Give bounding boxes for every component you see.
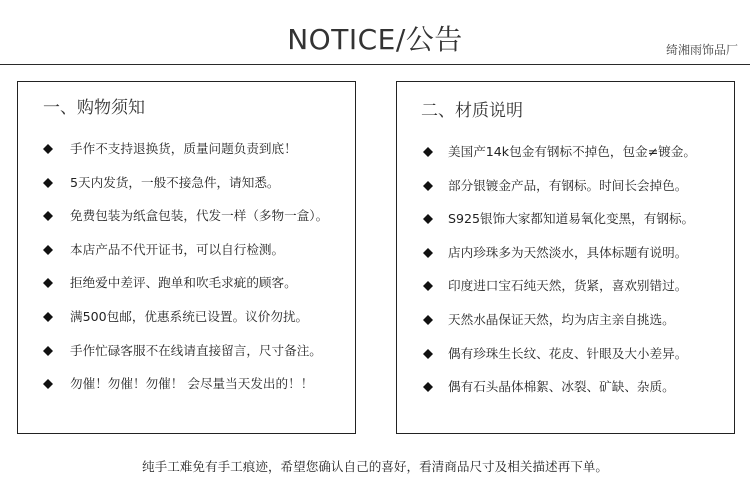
list-item-text: 手作忙碌客服不在线请直接留言，尺寸备注。 (70, 342, 322, 358)
list-item-text: S925银饰大家都知道易氧化变黑，有钢标。 (448, 211, 695, 227)
list-item-text: 勿催！勿催！勿催！ 会尽量当天发出的！！ (70, 376, 314, 392)
diamond-bullet-icon (42, 311, 54, 323)
diamond-bullet-icon (422, 180, 434, 192)
shopping-notice-panel (17, 81, 356, 434)
diamond-bullet-icon (422, 213, 434, 225)
diamond-bullet-icon (42, 378, 54, 390)
list-item-text: 本店产品不代开证书，可以自行检测。 (70, 241, 285, 257)
notice-header (0, 0, 750, 65)
list-item-text: 偶有珍珠生长纹、花皮、针眼及大小差异。 (448, 345, 688, 361)
list-item-text: 偶有石头晶体棉絮、冰裂、矿缺、杂质。 (448, 379, 675, 395)
diamond-bullet-icon (42, 143, 54, 155)
shopping-notice-heading: 一、购物须知 (43, 98, 145, 118)
list-item-text: 满500包邮，优惠系统已设置。议价勿扰。 (70, 308, 309, 324)
diamond-bullet-icon (422, 280, 434, 292)
list-item-text: 免费包装为纸盒包装，代发一样（多物一盒）。 (70, 208, 329, 224)
footer-note: 纯手工难免有手工痕迹，希望您确认自己的喜好，看清商品尺寸及相关描述再下单。 (142, 459, 608, 474)
list-item-text: 店内珍珠多为天然淡水，具体标题有说明。 (448, 244, 688, 260)
diamond-bullet-icon (42, 277, 54, 289)
diamond-bullet-icon (422, 314, 434, 326)
diamond-bullet-icon (422, 146, 434, 158)
list-item-text: 部分银镀金产品，有钢标。时间长会掉色。 (448, 177, 688, 193)
list-item-text: 美国产14k包金有钢标不掉色，包金≠镀金。 (448, 144, 696, 159)
diamond-bullet-icon (42, 210, 54, 222)
list-item-text: 拒绝爱中差评、跑单和吹毛求疵的顾客。 (70, 275, 297, 291)
list-item-text: 印度进口宝石纯天然，货紧，喜欢别错过。 (448, 278, 688, 294)
brand-name: 绮湘雨饰品厂 (665, 43, 738, 57)
material-notes-heading: 二、材质说明 (421, 101, 523, 121)
diamond-bullet-icon (42, 345, 54, 357)
diamond-bullet-icon (42, 177, 54, 189)
diamond-bullet-icon (422, 247, 434, 259)
diamond-bullet-icon (422, 381, 434, 393)
list-item-text: 天然水晶保证天然，均为店主亲自挑选。 (448, 311, 675, 327)
diamond-bullet-icon (422, 348, 434, 360)
page-title: NOTICE/公告 (287, 23, 463, 56)
material-notes-panel (396, 81, 735, 434)
diamond-bullet-icon (42, 244, 54, 256)
list-item-text: 5天内发货，一般不接急件，请知悉。 (70, 174, 280, 190)
list-item-text: 手作不支持退换货，质量问题负责到底！ (70, 141, 297, 156)
